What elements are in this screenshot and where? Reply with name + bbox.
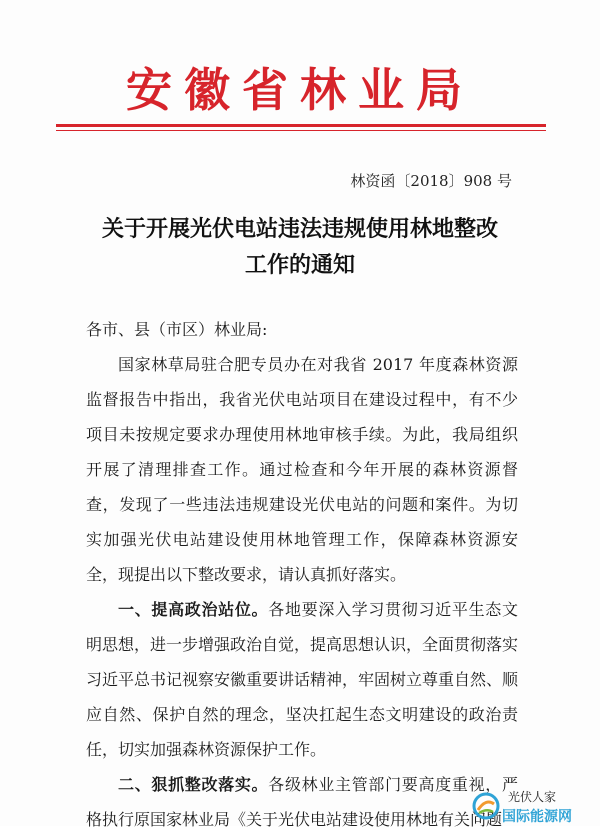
intro-line: 实加强光伏电站建设使用林地管理工作，保障森林资源安 — [86, 530, 518, 549]
organization-header: 安徽省林业局 — [126, 63, 474, 117]
intro-line: 项目未按规定要求办理使用林地审核手续。为此，我局组织 — [86, 425, 518, 444]
paragraph-section-2 — [86, 767, 518, 837]
intro-line: 全，现提出以下整改要求，请认真抓好落实。 — [86, 565, 407, 584]
header-rule-thin — [56, 130, 546, 131]
section-1-heading: 一、提高政治站位。 — [118, 600, 269, 619]
paragraph-intro — [86, 347, 518, 592]
watermark-top-text: 光伏人家 — [508, 790, 557, 804]
document-body — [86, 312, 518, 837]
salutation: 各市、县（市区）林业局: — [86, 320, 268, 339]
intro-line: 国家林草局驻合肥专员办在对我省 2017 年度森林资源 — [118, 355, 518, 374]
header-rule-thick — [56, 124, 546, 127]
section-2-text: 各级林业主管部门要高度重视，严格执行原国家林业局《关于光伏电站建设使用林地有关问题 — [86, 775, 518, 829]
title-line-1: 关于开展光伏电站违法违规使用林地整改 — [101, 217, 498, 242]
document-title — [60, 212, 540, 284]
intro-line: 开展了清理排查工作。通过检查和今年开展的森林资源督 — [86, 460, 518, 479]
paragraph-section-1 — [86, 592, 518, 767]
document-number: 林资函〔2018〕908 号 — [350, 172, 512, 190]
swirl-logo-icon — [472, 792, 500, 820]
title-line-2: 工作的通知 — [244, 253, 355, 278]
watermark-bottom-text: 国际能源网 — [502, 809, 572, 825]
section-1-text: 各地要深入学习贯彻习近平生态文明思想，进一步增强政治自觉，提高思想认识，全面贯彻落实习近平总书记视察安徽重要讲话精神，牢固树立尊重自然、顺应自然、保护自然的理念，坚决扛起生态文明建设的政治责任，切实加强森林资源保护工作。 — [86, 600, 519, 759]
watermark — [472, 786, 600, 826]
intro-line: 监督报告中指出，我省光伏电站项目在建设过程中，有不少 — [86, 390, 518, 409]
intro-line: 查，发现了一些违法违规建设光伏电站的问题和案件。为切 — [86, 495, 518, 514]
section-2-heading: 二、狠抓整改落实。 — [118, 775, 269, 794]
